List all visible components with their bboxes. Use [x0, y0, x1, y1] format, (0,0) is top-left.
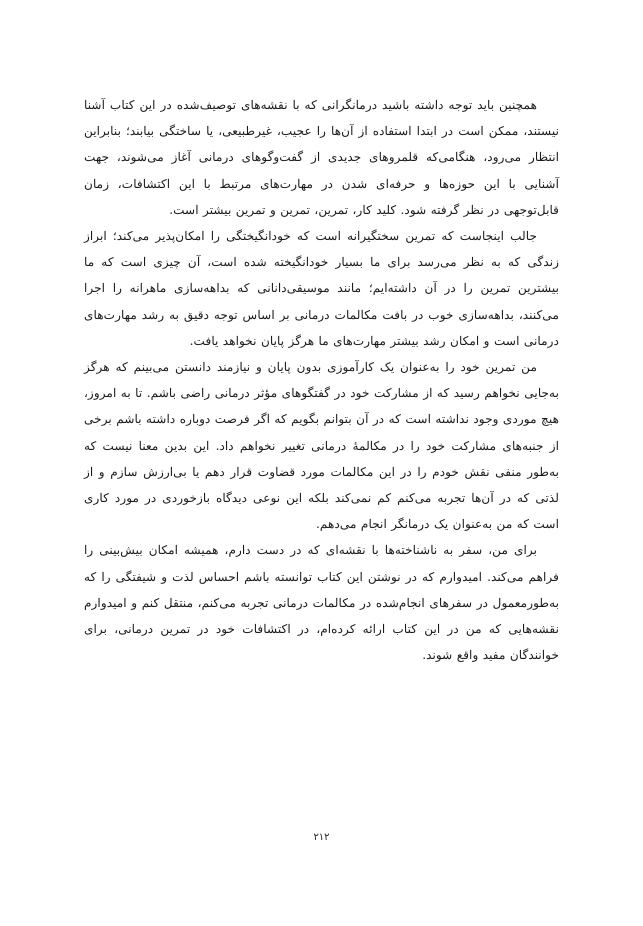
- paragraph-1: همچنین باید توجه داشته باشید درمانگرانی که با نقشه‌های توصیف‌شده در این کتاب آشنا نیستند، ممکن است در ابتدا استفاده از آن‌ها را عجیب، غیرطبیعی، یا ساختگی بیابند؛ بنابراین انتظار می‌رود، هنگامی‌که قلمروهای جدیدی از گفت‌وگوهای درمانی آغاز می‌شوند، جهت آشنایی با این حوزه‌ها و حرفه‌ای شدن در مهارت‌های مرتبط با این اکتشافات، زمان قابل‌توجهی در نظر گرفته شود. کلید کار، تمرین، تمرین و تمرین بیشتر است.: [84, 98, 559, 217]
- paragraph-2: جالب اینجاست که تمرین سختگیرانه است که خودانگیختگی را امکان‌پذیر می‌کند؛ ابراز زندگی که به نظر می‌رسد برای ما بسیار خودانگیخته شده است، آن چیزی است که ما بیشترین تمرین را در آن داشته‌ایم؛ مانند موسیقی‌دانانی که بداهه‌سازی ماهرانه را اجرا می‌کنند، بداهه‌سازی خوب در بافت مکالمات درمانی بر اساس توجه دقیق به رشد مهارت‌های درمانی است و امکان رشد بیشتر مهارت‌های ما هرگز پایان نخواهد یافت.: [84, 229, 559, 348]
- paragraph-4: برای من، سفر به ناشناخته‌ها با نقشه‌ای که در دست دارم، همیشه امکان بیش‌بینی را فراهم می‌کند. امیدوارم که در نوشتن این کتاب توانسته باشم احساس لذت و شیفتگی را که به‌طورمعمول در سفرهای انجام‌شده در مکالمات درمانی تجربه می‌کنم، منتقل کنم و امیدوارم نقشه‌هایی که من در این کتاب ارائه کرده‌ام، در اکتشافات خود در تمرین درمانی، برای خوانندگان مفید واقع شوند.: [84, 543, 559, 663]
- body-text: [84, 92, 559, 668]
- paragraph-3: من تمرین خود را به‌عنوان یک کارآموزی بدون پایان و نیازمند دانستن می‌بینم که هرگز به‌جایی نخواهم رسید که از مشارکت خود در گفتگوهای مؤثر درمانی راضی باشم. تا به امروز، هیچ موردی وجود نداشته است که در آن بتوانم بگویم که اگر فرصت دوباره داشته باشم برخی از جنبه‌های مشارکت خود را در مکالمهٔ درمانی تغییر نخواهم داد. این بدین معنا نیست که به‌طور منفی نقش خودم را در این مکالمات مورد قضاوت قرار دهم یا بی‌ارزش سازم و از لذتی که در آن‌ها تجربه می‌کنم کم نمی‌کند بلکه این نوعی دیدگاه بازخوردی در مورد کاری است که من به‌عنوان یک درمانگر انجام می‌دهم.: [84, 360, 559, 532]
- page-number: ۲۱۲: [313, 832, 330, 843]
